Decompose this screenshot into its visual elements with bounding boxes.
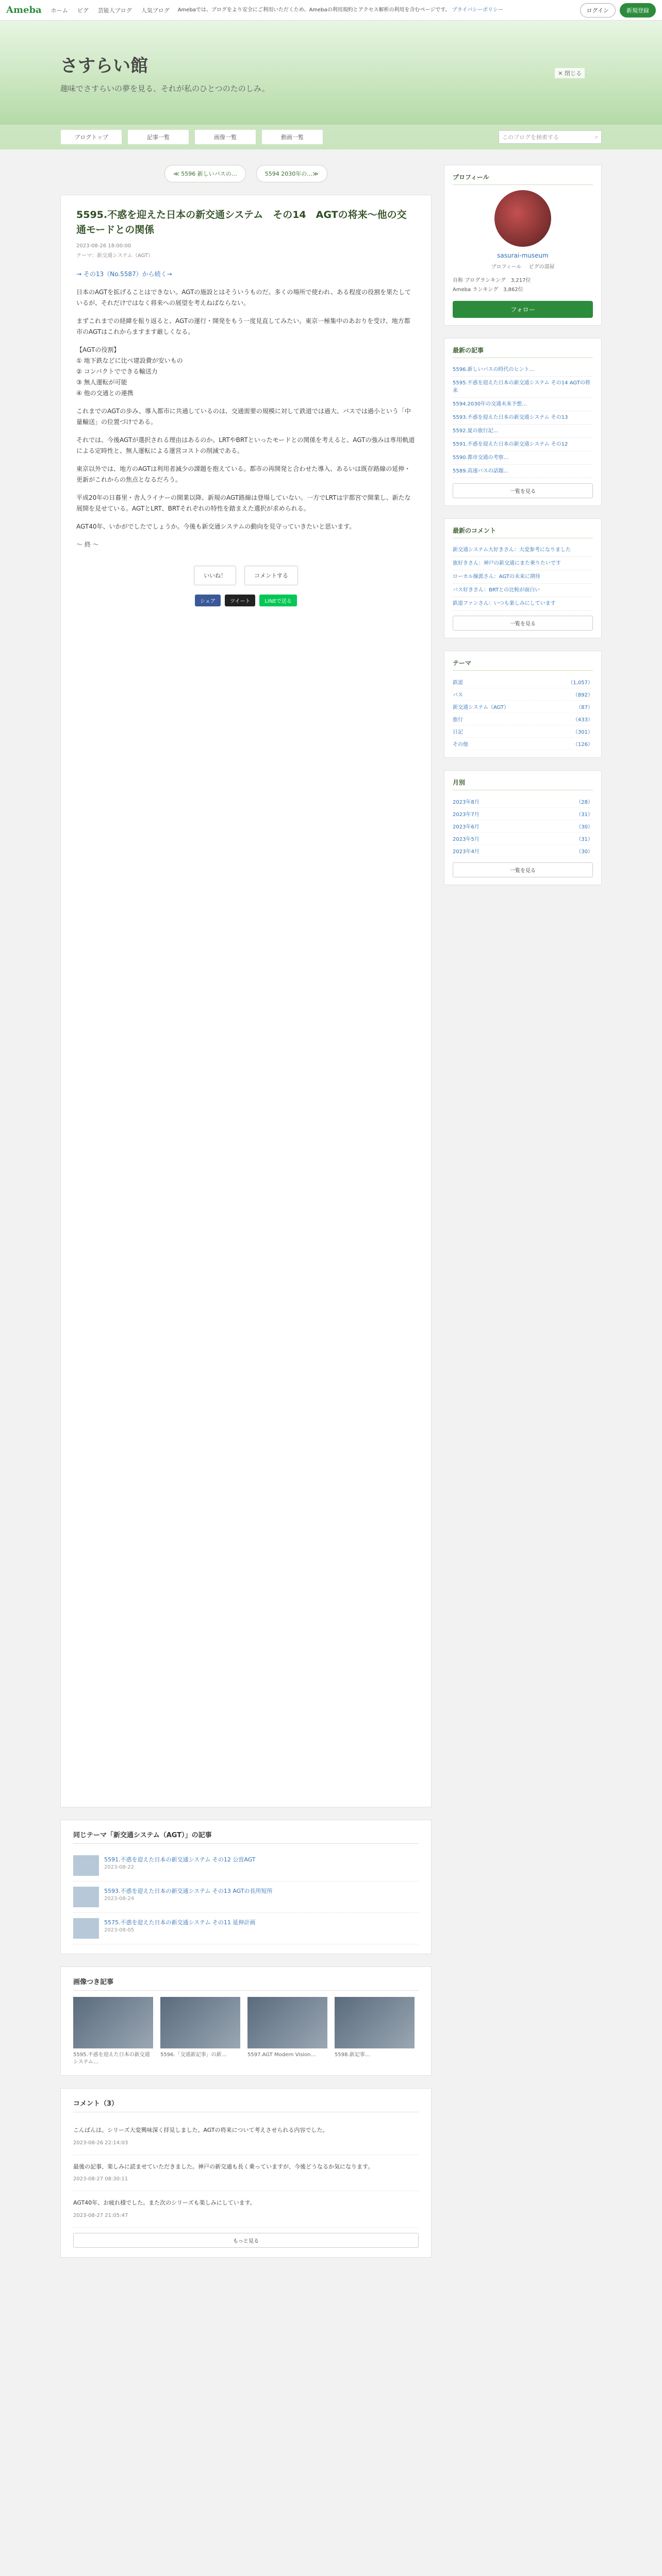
image-card[interactable]: 5598.新記事… <box>335 1997 415 2066</box>
blog-nav <box>0 125 662 149</box>
recent-articles-widget: 最新の記事 5596.新しいバスの時代のヒント… 5595.不惑を迎えた日本の新交通システム その14 AGTの将来 5594.2030年の交通未来予想… 5593.不惑を迎えた日本の新交通システム その13 5592.夏の旅行記… 5591.不惑を迎えた日本の新交通システム その12 5590.都市交通の考察… 5589.高速バスの話題… 一覧を見る <box>444 338 602 506</box>
article-title[interactable]: 5595.不惑を迎えた日本の新交通システム その14 AGTの将来～他の交通モードとの関係 <box>76 209 407 235</box>
next-article-link[interactable]: 5594 2030年の…≫ <box>256 165 327 182</box>
close-notice-button[interactable]: ✕ 閉じる <box>555 68 585 78</box>
nav-celebrity[interactable]: 芸能人ブログ <box>97 7 132 14</box>
pigg-room-link[interactable]: ピグの部屋 <box>528 264 555 270</box>
paragraph: 東京以外では、地方のAGTは利用者減少の課題を抱えている。都市の再開発と合わせた導入、あるいは既存路線の延伸・更新がこれからの焦点となるだろう。 <box>76 465 411 483</box>
nav-pigg[interactable]: ピグ <box>77 7 89 14</box>
share-x-button[interactable]: ツイート <box>225 595 256 606</box>
list-item[interactable]: 旅好きさん：神戸の新交通にまた乗りたいです <box>453 557 593 570</box>
paragraph: まずこれまでの経緯を振り返ると、AGTの運行・開発をもう一度見直してみたい。東京一極集中のあおりを受け、地方都市のAGTはこれからますます厳しくなる。 <box>76 317 410 335</box>
share-facebook-button[interactable]: シェア <box>195 595 221 606</box>
comment: こんばんは。シリーズ大変興味深く拝見しました。AGTの将来について考えさせられる内容でした。 2023-08-26 22:14:03 <box>73 2119 419 2155</box>
list-item[interactable]: 5596.新しいバスの時代のヒント… <box>453 363 593 377</box>
article-pager <box>60 165 432 182</box>
archive-item[interactable]: 2023年8月 （28） <box>453 795 593 808</box>
more-articles-button[interactable]: 一覧を見る <box>453 483 593 498</box>
related-title: 同じテーマ「新交通システム（AGT）」の記事 <box>73 1829 419 1844</box>
theme-item[interactable]: 新交通システム（AGT） （87） <box>453 701 593 713</box>
theme-item[interactable]: 旅行 （433） <box>453 713 593 725</box>
widget-title: プロフィール <box>453 173 593 185</box>
notice-text: Amebaでは、ブログをより安全にご利用いただくため、Amebaの利用規約とアクセス解析の利用を含むページです。 プライバシーポリシー <box>177 7 504 13</box>
archive-item[interactable]: 2023年6月 （30） <box>453 820 593 833</box>
login-button[interactable]: ログイン <box>580 3 616 18</box>
sidebar <box>444 165 602 2258</box>
comments-section <box>60 2088 432 2258</box>
list-item[interactable]: 5591.不惑を迎えた日本の新交通システム その12 公営AGT 2023-08-22 <box>73 1850 419 1882</box>
paragraph: AGT40年、いかがでしたでしょうか。今後も新交通システムの動向を見守っていきたいと思います。 <box>76 523 356 530</box>
blog-header <box>0 21 662 149</box>
thumbnail <box>73 1918 99 1939</box>
blog-title[interactable]: さすらい館 <box>60 56 148 76</box>
ameba-logo[interactable]: Ameba <box>6 5 42 15</box>
recent-comments-widget: 最新のコメント 新交通システム大好きさん：大変参考になりました 旅好きさん：神戸の新交通にまた乗りたいです ローカル線派さん：AGTの未来に期待 バス好きさん：BRTとの比較が面白い 鉄道ファンさん：いつも楽しみにしています 一覧を見る <box>444 518 602 638</box>
profile-name[interactable]: sasurai-museum <box>497 252 549 259</box>
list-item[interactable]: 新交通システム大好きさん：大変参考になりました <box>453 544 593 557</box>
prev-part-link[interactable]: → その13（No.5587）から続く→ <box>76 270 172 278</box>
article-date: 2023-08-26 18:00:00 <box>76 243 131 249</box>
like-button[interactable]: いいね！ <box>194 566 236 585</box>
more-comments-list-button[interactable]: 一覧を見る <box>453 616 593 631</box>
nav-home[interactable]: ホーム <box>51 7 68 14</box>
more-archive-button[interactable]: 一覧を見る <box>453 862 593 877</box>
list-item[interactable]: 5592.夏の旅行記… <box>453 425 593 438</box>
archive-item[interactable]: 2023年4月 （30） <box>453 845 593 857</box>
list-item[interactable]: 5590.都市交通の考察… <box>453 451 593 465</box>
photo <box>335 1997 415 2048</box>
prev-article-link[interactable]: ≪ 5596 新しいバスの… <box>164 165 246 182</box>
photo <box>160 1997 240 2048</box>
image-articles-title: 画像つき記事 <box>73 1976 419 1991</box>
comment: AGT40年、お疲れ様でした。また次のシリーズも楽しみにしています。 2023-08-27 21:05:47 <box>73 2191 419 2228</box>
ranking-stat: Ameba ランキング 3,862位 <box>453 287 523 293</box>
comment: 最後の記事、楽しみに読ませていただきました。神戸の新交通も長く乗っていますが、今後どうなるか気になります。 2023-08-27 08:30:11 <box>73 2155 419 2192</box>
tab-videos[interactable]: 動画一覧 <box>261 129 323 145</box>
ranking-stat: 自称 ブログランキング 3,217位 <box>453 278 531 283</box>
photo <box>73 1997 153 2048</box>
avatar[interactable] <box>494 190 551 247</box>
list-item[interactable]: 5589.高速バスの話題… <box>453 465 593 478</box>
register-button[interactable]: 新規登録 <box>620 3 656 18</box>
main-column <box>60 165 432 2258</box>
paragraph: これまでのAGTの歩み、導入都市に共通しているのは、交通需要の規模に対して鉄道では過大、バスでは過小という「中量輸送」の位置づけである。 <box>76 408 411 426</box>
list-item[interactable]: 5595.不惑を迎えた日本の新交通システム その14 AGTの将来 <box>453 377 593 398</box>
search-icon[interactable]: ⌕ <box>594 133 598 140</box>
list-item[interactable]: 5575.不惑を迎えた日本の新交通システム その11 延伸計画 2023-08-05 <box>73 1913 419 1944</box>
paragraph: ～ 終 ～ <box>76 541 99 548</box>
list-item[interactable]: 5593.不惑を迎えた日本の新交通システム その13 AGTの長所短所 2023-08-24 <box>73 1882 419 1913</box>
photo <box>247 1997 327 2048</box>
themes-widget: テーマ 鉄道 （1,057） バス （892） 新交通システム（AGT） （87） 旅行 （433） 日記 （301） その他 （126） <box>444 651 602 758</box>
image-card[interactable]: 5595.不惑を迎えた日本の新交通システム… <box>73 1997 153 2066</box>
thumbnail <box>73 1855 99 1876</box>
list-item[interactable]: 5593.不惑を迎えた日本の新交通システム その13 <box>453 411 593 425</box>
more-comments-button[interactable]: もっと見る <box>73 2233 419 2248</box>
list-item[interactable]: 5591.不惑を迎えた日本の新交通システム その12 <box>453 438 593 451</box>
privacy-link[interactable]: プライバシーポリシー <box>452 7 504 13</box>
comments-title: コメント（3） <box>73 2098 419 2112</box>
list-item[interactable]: バス好きさん：BRTとの比較が面白い <box>453 584 593 597</box>
top-bar <box>0 0 662 21</box>
archive-item[interactable]: 2023年7月 （31） <box>453 808 593 820</box>
archive-item[interactable]: 2023年5月 （31） <box>453 833 593 845</box>
image-card[interactable]: 5597.AGT Modern Vision… <box>247 1997 327 2066</box>
paragraph: 日本のAGTを拡げることはできない。AGTの施設とはそういうものだ。多くの場所で使われ、ある程度の役割を果たしているが、それだけではなく将来への展望を考えねばならない。 <box>76 289 411 307</box>
list-item[interactable]: 5594.2030年の交通未来予想… <box>453 398 593 411</box>
share-line-button[interactable]: LINEで送る <box>259 595 296 606</box>
tab-blog-top[interactable]: ブログトップ <box>60 129 122 145</box>
article-theme[interactable]: テーマ：新交通システム（AGT） <box>76 253 154 259</box>
profile-link[interactable]: プロフィール <box>491 264 522 270</box>
tab-articles[interactable]: 記事一覧 <box>127 129 189 145</box>
list-item[interactable]: ローカル線派さん：AGTの未来に期待 <box>453 570 593 584</box>
image-articles <box>60 1967 432 2076</box>
profile-widget <box>444 165 602 326</box>
theme-item[interactable]: その他 （126） <box>453 738 593 750</box>
blog-search-input[interactable]: このブログを検索する ⌕ <box>499 130 602 144</box>
tab-images[interactable]: 画像一覧 <box>194 129 256 145</box>
comment-button[interactable]: コメントする <box>244 566 298 585</box>
share-bar <box>76 595 416 606</box>
theme-item[interactable]: 日記 （301） <box>453 725 593 738</box>
follow-button[interactable]: フォロー <box>453 301 593 318</box>
list-item[interactable]: 鉄道ファンさん：いつも楽しみにしています <box>453 597 593 611</box>
related-articles <box>60 1820 432 1954</box>
article-body <box>76 269 416 550</box>
archive-widget: 月別 2023年8月 （28） 2023年7月 （31） 2023年6月 （30） 2023年5月 （31） 2023年4月 （30） 一覧を見る <box>444 770 602 885</box>
theme-item[interactable]: バス （892） <box>453 688 593 701</box>
paragraph: それでは、今後AGTが選択される理由はあるのか。LRTやBRTといったモードとの関係を考えると、AGTの強みは専用軌道による定時性と、無人運転による運営コストの削減である。 <box>76 436 415 454</box>
blog-description: 趣味でさすらいの夢を見る、それが私のひとつのたのしみ。 <box>60 84 270 93</box>
image-card[interactable]: 5596.「交通新記事」の新… <box>160 1997 240 2066</box>
theme-item[interactable]: 鉄道 （1,057） <box>453 676 593 688</box>
nav-popular[interactable]: 人気ブログ <box>141 7 170 14</box>
article <box>60 195 432 1807</box>
thumbnail <box>73 1887 99 1907</box>
paragraph: 【AGTの役割】 ① 地下鉄などに比べ建設費が安いもの ② コンパクトでできる輸送力 ③ 無人運転が可能 ④ 他の交通との連携 <box>76 346 183 397</box>
top-nav <box>51 6 170 14</box>
paragraph: 平成20年の日暮里・舎人ライナーの開業以降、新規のAGT路線は登場していない。一方でLRTは宇都宮で開業し、新たな展開を見せている。AGTとLRT、BRTそれぞれの特性を踏まえた選択が求められる。 <box>76 494 411 512</box>
